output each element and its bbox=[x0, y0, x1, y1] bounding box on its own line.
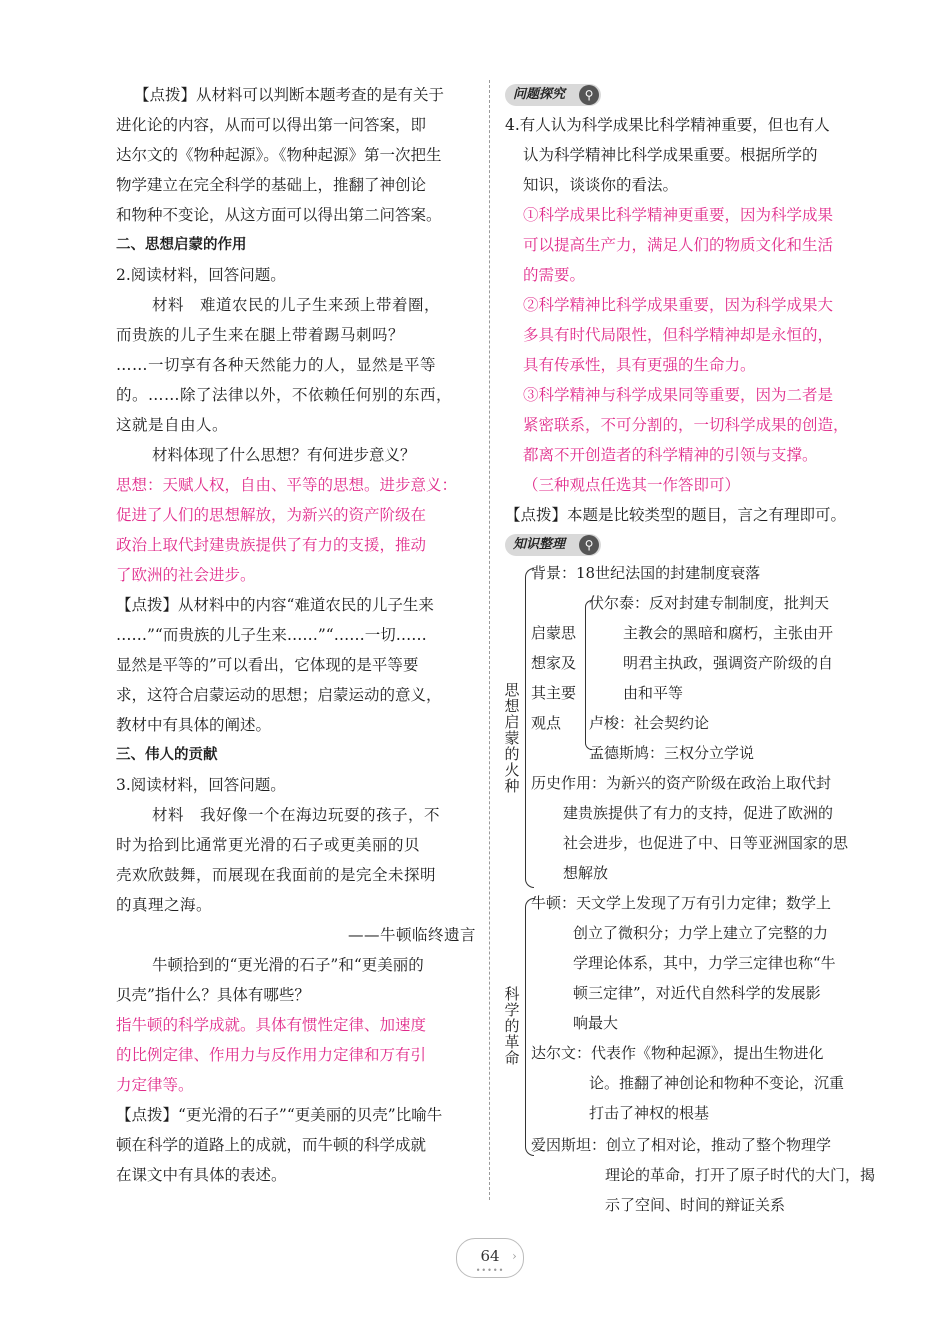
tree-leaf-einstein: 理论的革命，打开了原子时代的大门，揭 bbox=[605, 1166, 876, 1184]
text-line: 【点拨】从材料可以判断本题考查的是有关于 bbox=[134, 86, 445, 104]
answer-line: 指牛顿的科学成就。具体有惯性定律、加速度 bbox=[116, 1016, 427, 1034]
question-2-prompt: 2.阅读材料，回答问题。 bbox=[116, 266, 286, 284]
question-line: 4.有人认为科学成果比科学精神重要，但也有人 bbox=[505, 116, 830, 134]
question-2-question: 材料体现了什么思想？有何进步意义？ bbox=[152, 446, 416, 464]
tree-node-thinkers-label: 其主要 bbox=[531, 684, 577, 702]
magnifier-icon: ⚲ bbox=[579, 535, 599, 555]
answer-line: 具有传承性，具有更强的生命力。 bbox=[523, 356, 756, 374]
badge bbox=[505, 84, 601, 106]
answer-line: 政治上取代封建贵族提供了有力的支援，推动 bbox=[116, 536, 427, 554]
page-dots: ••••• bbox=[475, 1266, 505, 1275]
hint-line: 顿在科学的道路上的成就，而牛顿的科学成就 bbox=[116, 1136, 427, 1154]
text-line: 和物种不变论，从这方面可以得出第二问答案。 bbox=[116, 206, 442, 224]
badge-label: 知识整理 bbox=[513, 537, 566, 552]
tree-brace bbox=[525, 898, 534, 1156]
answer-line: ②科学精神比科学成果重要，因为科学成果大 bbox=[523, 296, 834, 314]
question-3-material bbox=[116, 800, 476, 950]
section-heading-2: 二、思想启蒙的作用 bbox=[116, 237, 247, 253]
tree-root-label: 科学的革命 bbox=[504, 985, 520, 1067]
tree-leaf-voltaire: 伏尔泰：反对封建专制制度，批判天 bbox=[589, 594, 830, 612]
answer-line: 可以提高生产力，满足人们的物质文化和生活 bbox=[523, 236, 834, 254]
question-4 bbox=[505, 110, 863, 200]
badge-label: 问题探究 bbox=[513, 87, 566, 102]
right-column bbox=[504, 80, 876, 1220]
section-badge-explore bbox=[505, 80, 863, 110]
question-line: 认为科学精神比科学成果重要。根据所学的 bbox=[523, 146, 818, 164]
answer-line: 了欧洲的社会进步。 bbox=[116, 566, 256, 584]
material-line: 这就是自由人。 bbox=[116, 416, 229, 434]
answer-line: 的比例定律、作用力与反作用力定律和万有引 bbox=[116, 1046, 427, 1064]
tree-node-background: 背景：18世纪法国的封建制度衰落 bbox=[531, 564, 761, 582]
question-line: 贝壳”指什么？具体有哪些？ bbox=[116, 986, 310, 1004]
material-line: 的真理之海。 bbox=[116, 896, 213, 914]
answer-line: 促进了人们的思想解放，为新兴的资产阶级在 bbox=[116, 506, 427, 524]
material-line: 时为拾到比通常更光滑的石子或更美丽的贝 bbox=[116, 836, 421, 854]
tree-leaf-montesquieu: 孟德斯鸠：三权分立学说 bbox=[589, 744, 755, 762]
hint-line: 【点拨】从材料中的内容“难道农民的儿子生来 bbox=[116, 596, 434, 614]
hint-line: 求，这符合启蒙运动的思想；启蒙运动的意义， bbox=[116, 686, 442, 704]
tree-leaf-newton: 创立了微积分；力学上建立了完整的力 bbox=[573, 924, 829, 942]
knowledge-tree-science-cont bbox=[505, 1130, 876, 1220]
text-line: 达尔文的《物种起源》。《物种起源》第一次把生 bbox=[116, 146, 442, 164]
answer-line: （三种观点任选其一作答即可） bbox=[523, 476, 741, 494]
question-4-hint: 【点拨】本题是比较类型的题目，言之有理即可。 bbox=[505, 506, 847, 524]
tree-leaf-newton: 顿三定律”，对近代自然科学的发展影 bbox=[573, 984, 821, 1002]
tree-node-effect: 社会进步，也促进了中、日等亚洲国家的思 bbox=[563, 834, 849, 852]
column-divider bbox=[489, 80, 490, 1200]
tree-leaf-einstein: 示了空间、时间的辩证关系 bbox=[605, 1196, 786, 1214]
material-source: ——牛顿临终遗言 bbox=[347, 926, 476, 944]
tree-leaf-darwin: 打击了神权的根基 bbox=[589, 1104, 710, 1122]
answer-line: 多具有时代局限性，但科学精神却是永恒的， bbox=[523, 326, 834, 344]
answer-line: 都离不开创造者的科学精神的引领与支撑。 bbox=[523, 446, 818, 464]
question-3-answer bbox=[116, 1010, 476, 1100]
chevron-right-icon: › bbox=[512, 1249, 517, 1263]
tree-leaf-rousseau: 卢梭：社会契约论 bbox=[589, 714, 710, 732]
hint-line: 教材中有具体的阐述。 bbox=[116, 716, 272, 734]
answer-line: 力定律等。 bbox=[116, 1076, 194, 1094]
question-3-prompt: 3.阅读材料，回答问题。 bbox=[116, 776, 286, 794]
page-number-text: 64 bbox=[480, 1247, 500, 1265]
tree-leaf-einstein: 爱因斯坦：创立了相对论，推动了整个物理学 bbox=[531, 1136, 832, 1154]
tree-leaf-darwin: 论。推翻了神创论和物种不变论，沉重 bbox=[589, 1074, 845, 1092]
hint-line: 【点拨】“更光滑的石子”“更美丽的贝壳”比喻牛 bbox=[116, 1106, 443, 1124]
material-line: 材料 我好像一个在海边玩耍的孩子，不 bbox=[152, 806, 441, 824]
hint-line: 显然是平等的”可以看出，它体现的是平等要 bbox=[116, 656, 419, 674]
tree-node-effect: 想解放 bbox=[563, 864, 609, 882]
hint-line: 在课文中有具体的表述。 bbox=[116, 1166, 287, 1184]
tree-node-effect: 历史作用：为新兴的资产阶级在政治上取代封 bbox=[531, 774, 832, 792]
tree-leaf-darwin: 达尔文：代表作《物种起源》，提出生物进化 bbox=[531, 1044, 824, 1062]
question-line: 牛顿拾到的“更光滑的石子”和“更美丽的 bbox=[152, 956, 424, 974]
knowledge-tree-enlightenment bbox=[505, 560, 863, 890]
question-2-material bbox=[116, 290, 476, 440]
tree-node-thinkers-label: 想家及 bbox=[531, 654, 577, 672]
tree-leaf-voltaire: 明君主执政，强调资产阶级的自 bbox=[623, 654, 834, 672]
material-line: 的。……除了法律以外，不依赖任何别的东西， bbox=[116, 386, 453, 404]
question-2-answer bbox=[116, 470, 476, 590]
badge bbox=[505, 534, 601, 556]
knowledge-tree-science bbox=[505, 890, 863, 1160]
tree-node-thinkers-label: 观点 bbox=[531, 714, 562, 732]
answer-line: ③科学精神与科学成果同等重要，因为二者是 bbox=[523, 386, 834, 404]
hint-block-1 bbox=[116, 80, 476, 230]
answer-line: ①科学成果比科学精神更重要，因为科学成果 bbox=[523, 206, 834, 224]
magnifier-icon: ⚲ bbox=[579, 85, 599, 105]
tree-node-thinkers-label: 启蒙思 bbox=[531, 624, 577, 642]
section-badge-knowledge bbox=[505, 530, 863, 560]
question-line: 知识，谈谈你的看法。 bbox=[523, 176, 679, 194]
answer-line: 紧密联系，不可分割的，一切科学成果的创造， bbox=[523, 416, 849, 434]
tree-leaf-voltaire: 由和平等 bbox=[623, 684, 684, 702]
question-2-hint bbox=[116, 590, 476, 740]
material-line: 壳欢欣鼓舞，而展现在我面前的是完全未探明 bbox=[116, 866, 437, 884]
tree-leaf-voltaire: 主教会的黑暗和腐朽，主张由开 bbox=[623, 624, 834, 642]
text-line: 进化论的内容，从而可以得出第一问答案，即 bbox=[116, 116, 427, 134]
tree-root-label: 思想启蒙的火种 bbox=[504, 681, 520, 795]
question-4-answer bbox=[505, 200, 863, 500]
material-line: 而贵族的儿子生来在腿上带着踢马刺吗？ bbox=[116, 326, 405, 344]
text-line: 物学建立在完全科学的基础上，推翻了神创论 bbox=[116, 176, 427, 194]
hint-line: ……”“而贵族的儿子生来……”“……一切…… bbox=[116, 626, 427, 644]
answer-line: 思想：天赋人权，自由、平等的思想。进步意义： bbox=[116, 476, 458, 494]
tree-leaf-newton: 学理论体系，其中，力学三定律也称“牛 bbox=[573, 954, 836, 972]
section-heading-3: 三、伟人的贡献 bbox=[116, 747, 218, 763]
material-line: ……一切享有各种天然能力的人，显然是平等 bbox=[116, 356, 437, 374]
tree-leaf-newton: 牛顿：天文学上发现了万有引力定律；数学上 bbox=[531, 894, 832, 912]
tree-node-effect: 建贵族提供了有力的支持，促进了欧洲的 bbox=[563, 804, 834, 822]
left-column bbox=[116, 80, 476, 1190]
question-3-hint bbox=[116, 1100, 476, 1190]
answer-line: 的需要。 bbox=[523, 266, 586, 284]
question-3-question bbox=[116, 950, 476, 1010]
material-line: 材料 难道农民的儿子生来颈上带着圈， bbox=[152, 296, 441, 314]
tree-leaf-newton: 响最大 bbox=[573, 1014, 619, 1032]
